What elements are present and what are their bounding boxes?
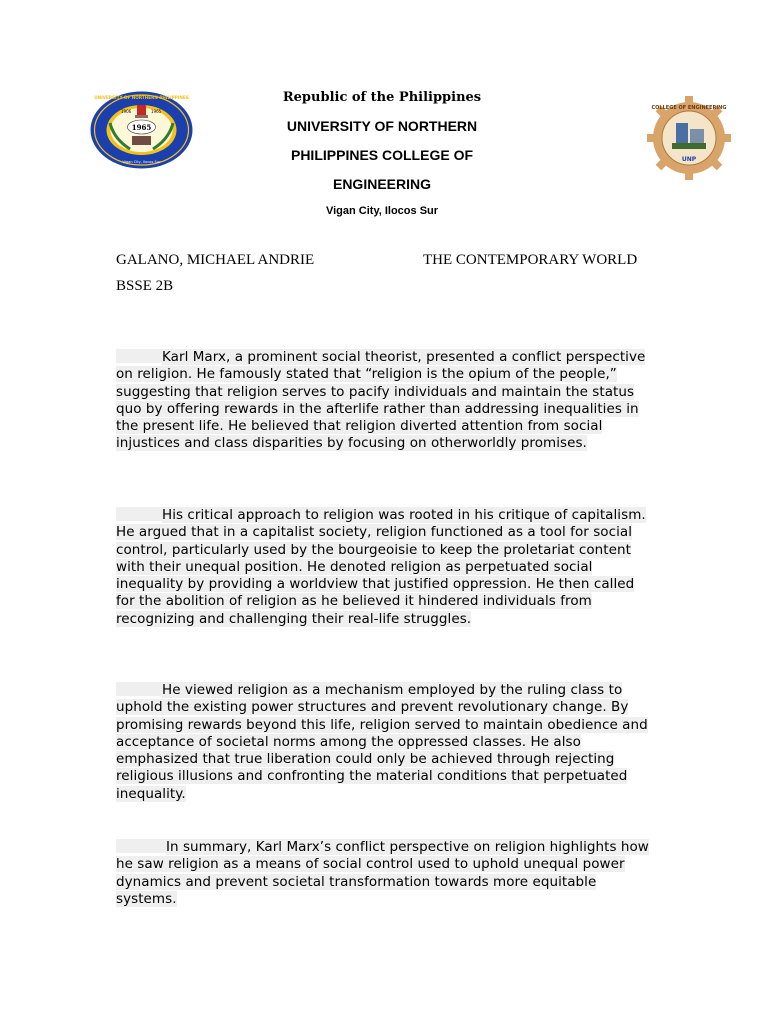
paragraph-indent bbox=[116, 507, 162, 521]
paragraph-3-text: He viewed religion as a mechanism employed by the ruling class to uphold the existing power structures and prevent revolutionary change. By promising rewards beyond this life, religion served to maintain obedience and acceptance of societal norms among the oppressed classes. He also emphasized that true liberation could only be achieved through rejecting religious illusions and confronting the material conditions that perpetuated inequality. bbox=[116, 682, 648, 802]
paragraph-1 bbox=[116, 349, 652, 453]
header-university-line1: UNIVERSITY OF NORTHERN bbox=[286, 118, 478, 134]
header-university-line3: ENGINEERING bbox=[332, 176, 431, 192]
gear-ring-text: COLLEGE OF ENGINEERING bbox=[651, 105, 727, 111]
college-of-engineering-logo bbox=[646, 95, 732, 181]
paragraph-4 bbox=[116, 839, 652, 908]
unp-seal-logo bbox=[90, 91, 193, 169]
seal-center-year: 1965 bbox=[131, 123, 152, 132]
paragraph-2 bbox=[116, 507, 652, 628]
header-university-line2: PHILIPPINES COLLEGE OF bbox=[290, 147, 474, 163]
paragraph-indent bbox=[116, 349, 162, 363]
paragraph-indent bbox=[116, 839, 166, 853]
student-name: GALANO, MICHAEL ANDRIE bbox=[116, 252, 315, 268]
header-city: Vigan City, Ilocos Sur bbox=[325, 205, 439, 217]
paragraph-4-text: In summary, Karl Marx’s conflict perspective on religion highlights how he saw religion as a means of social control used to uphold unequal power dynamics and prevent societal transformation towards more equitable systems. bbox=[116, 839, 649, 907]
seal-year-left: 1906 bbox=[121, 109, 132, 114]
student-section: BSSE 2B bbox=[116, 278, 174, 294]
paragraph-1-text: Karl Marx, a prominent social theorist, presented a conflict perspective on religion. He famously stated that “religion is the opium of the people,” suggesting that religion serves to pacify individuals and maintain the status quo by offering rewards in the afterlife rather than addressing inequalities in the present life. He believed that religion diverted attention from social injustices and class disparities by focusing on otherworldly promises. bbox=[116, 349, 646, 452]
subject-title: THE CONTEMPORARY WORLD bbox=[423, 252, 638, 268]
seal-year-right: 1965 bbox=[151, 109, 162, 114]
paragraph-indent bbox=[116, 682, 162, 696]
gear-bottom-text: UNP bbox=[681, 156, 697, 163]
paragraph-2-text: His critical approach to religion was rooted in his critique of capitalism. He argued that in a capitalist society, religion functioned as a tool for social control, particularly used by the bourgeoisie to keep the proletariat content with their unequal position. He denoted religion as perpetuated social inequality by providing a worldview that justified oppression. He then called for the abolition of religion as he believed it hindered individuals from recognizing and challenging their real-life struggles. bbox=[116, 507, 646, 627]
header-republic: Republic of the Philippines bbox=[282, 90, 482, 105]
seal-ring-text: UNIVERSITY OF NORTHERN PHILIPPINES bbox=[94, 95, 189, 100]
paragraph-3 bbox=[116, 682, 652, 803]
seal-motto: Vigan City, Ilocos Sur bbox=[122, 160, 161, 164]
